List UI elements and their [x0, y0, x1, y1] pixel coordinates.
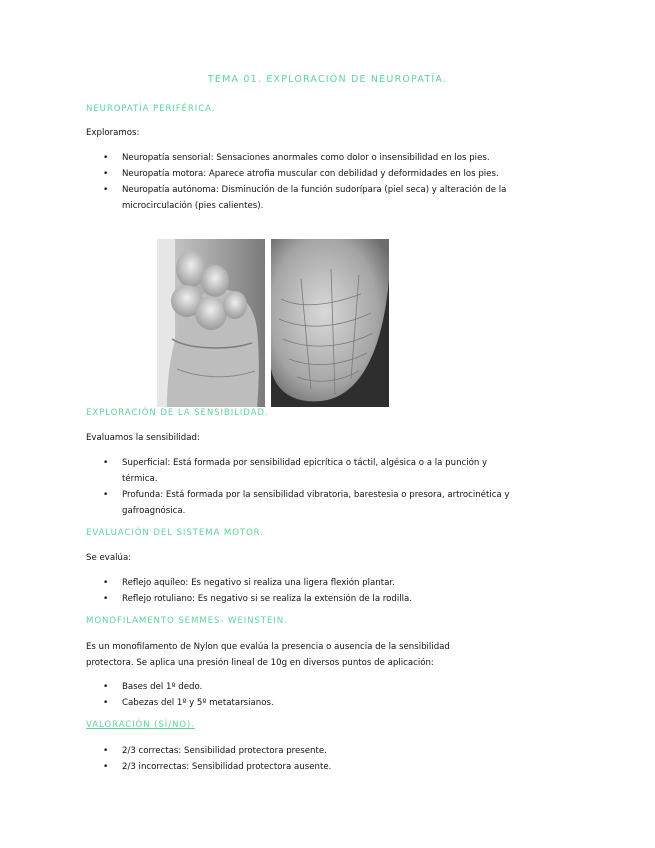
section-intro-exploramos: Exploramos:: [86, 128, 140, 138]
list-item: • Superficial: Está formada por sensibilidad epicrítica o táctil, algésica o a la punción y térmica.: [86, 455, 512, 487]
bullet-list-sensibilidad: [86, 455, 512, 519]
bullet-icon: •: [103, 169, 109, 179]
bullet-icon: •: [103, 490, 109, 500]
bullet-icon: •: [103, 185, 109, 195]
list-item: • Cabezas del 1º y 5º metatarsianos.: [86, 695, 512, 711]
bullet-icon: •: [103, 153, 109, 163]
list-item: • Profunda: Está formada por la sensibilidad vibratoria, barestesia o presora, artrocinética y gafroagnósica.: [86, 487, 512, 519]
list-item: • Reflejo aquíleo: Es negativo si realiza una ligera flexión plantar.: [86, 575, 512, 591]
list-item: • Neuropatía sensorial: Sensaciones anormales como dolor o insensibilidad en los pies.: [86, 150, 512, 166]
monofilamento-description-line-1: Es un monofilamento de Nylon que evalúa la presencia o ausencia de la sensibilidad: [86, 642, 450, 652]
section-heading-monofilamento: MONOFILAMENTO SEMMES- WEINSTEIN.: [86, 616, 288, 626]
bullet-icon: •: [103, 762, 109, 772]
section-heading-sensibilidad: EXPLORACIÓN DE LA SENSIBILIDAD.: [86, 408, 269, 418]
list-item: • 2/3 correctas: Sensibilidad protectora presente.: [86, 743, 512, 759]
bullet-icon: •: [103, 698, 109, 708]
bullet-list-periferica: [86, 150, 512, 214]
bullet-icon: •: [103, 746, 109, 756]
bullet-list-monofilamento: [86, 679, 512, 711]
section-heading-neuropatia-periferica: NEUROPATÍA PERIFÉRICA.: [86, 104, 216, 114]
list-item: • Reflejo rotuliano: Es negativo si se realiza la extensión de la rodilla.: [86, 591, 512, 607]
section-heading-sistema-motor: EVALUACIÓN DEL SISTEMA MOTOR.: [86, 528, 264, 538]
bullet-icon: •: [103, 578, 109, 588]
page-title: TEMA 01. EXPLORACIÓN DE NEUROPATÍA.: [207, 74, 448, 85]
list-item: • Bases del 1º dedo.: [86, 679, 512, 695]
bullet-icon: •: [103, 682, 109, 692]
section-intro-evaluamos: Evaluamos la sensibilidad:: [86, 433, 200, 443]
list-item: • 2/3 incorrectas: Sensibilidad protectora ausente.: [86, 759, 512, 775]
foot-heel-photo: [271, 239, 389, 407]
monofilamento-description-line-2: protectora. Se aplica una presión lineal de 10g en diversos puntos de aplicación:: [86, 658, 434, 668]
foot-toes-photo: [157, 239, 265, 407]
bullet-list-motor: [86, 575, 512, 607]
bullet-icon: •: [103, 594, 109, 604]
bullet-icon: •: [103, 458, 109, 468]
section-heading-valoracion: VALORACIÓN (SÍ/NO).: [86, 720, 195, 730]
foot-photos: [157, 239, 389, 407]
list-item: • Neuropatía motora: Aparece atrofia muscular con debilidad y deformidades en los pies.: [86, 166, 512, 182]
list-item: • Neuropatía autónoma: Disminución de la función sudorípara (piel seca) y alteración de la microcirculación (pies calientes).: [86, 182, 512, 214]
section-intro-se-evalua: Se evalúa:: [86, 553, 132, 563]
bullet-list-valoracion: [86, 743, 512, 775]
